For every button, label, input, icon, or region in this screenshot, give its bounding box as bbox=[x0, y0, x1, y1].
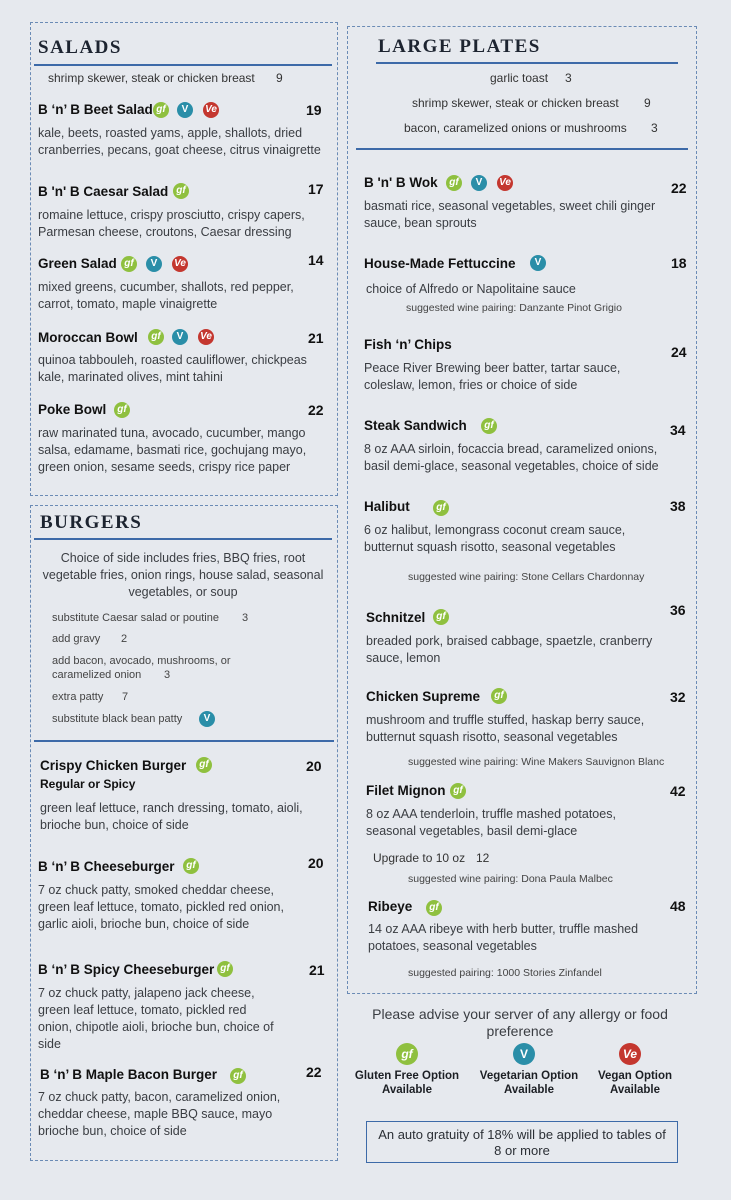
burger-sub-label: extra patty bbox=[52, 691, 104, 703]
menu-item-desc: raw marinated tuna, avocado, cucumber, mango salsa, edamame, basmati rice, gochujang mayo, green onion, sesame seeds, crispy rice paper bbox=[38, 426, 307, 474]
menu-item-price: 19 bbox=[306, 102, 322, 118]
vegan-icon: Ve bbox=[172, 256, 188, 272]
menu-item-price: 48 bbox=[670, 898, 686, 914]
menu-item-name: B ‘n’ B Beet Salad bbox=[38, 102, 153, 117]
menu-item-name: Moroccan Bowl bbox=[38, 330, 138, 345]
vegetarian-icon: V bbox=[177, 102, 193, 118]
wine-pairing: suggested wine pairing: Danzante Pinot Grigio bbox=[406, 302, 622, 314]
burger-sub-label: add bacon, avocado, mushrooms, or caramelized onion bbox=[52, 655, 231, 681]
vegan-icon: Ve bbox=[198, 329, 214, 345]
salads-addon-label: shrimp skewer, steak or chicken breast bbox=[48, 71, 255, 85]
burger-sub-price: 3 bbox=[242, 612, 249, 624]
gluten-free-icon: gf bbox=[114, 402, 130, 418]
gluten-free-icon: gf bbox=[491, 688, 507, 704]
gluten-free-icon: gf bbox=[196, 757, 212, 773]
wine-pairing: suggested pairing: 1000 Stories Zinfandel bbox=[408, 967, 602, 979]
menu-item-desc: quinoa tabbouleh, roasted cauliflower, chickpeas kale, marinated olives, mint tahini bbox=[38, 353, 307, 384]
gratuity-notice: An auto gratuity of 18% will be applied to tables of 8 or more bbox=[366, 1121, 678, 1163]
menu-item-price: 42 bbox=[670, 783, 686, 799]
menu-item-price: 36 bbox=[670, 602, 686, 618]
legend-label: Vegetarian Option Available bbox=[479, 1070, 579, 1096]
gluten-free-icon: gf bbox=[446, 175, 462, 191]
menu-item-name: Chicken Supreme bbox=[366, 689, 481, 704]
upgrade-price: 12 bbox=[476, 851, 490, 865]
gluten-free-icon: gf bbox=[433, 500, 449, 516]
menu-item-price: 22 bbox=[671, 180, 687, 196]
vegetarian-icon: V bbox=[146, 256, 162, 272]
menu-item-desc: 8 oz AAA tenderloin, truffle mashed potatoes, seasonal vegetables, basil demi-glace bbox=[366, 807, 616, 838]
salads-addon-price: 9 bbox=[276, 71, 283, 85]
wine-pairing: suggested wine pairing: Dona Paula Malbec bbox=[408, 873, 613, 885]
menu-item-name: House-Made Fettuccine bbox=[364, 256, 516, 271]
menu-item-name: Filet Mignon bbox=[366, 783, 446, 798]
gluten-free-icon: gf bbox=[230, 1068, 246, 1084]
lp-addon-rule bbox=[356, 148, 688, 150]
gluten-free-icon: gf bbox=[481, 418, 497, 434]
menu-item-desc: 7 oz chuck patty, jalapeno jack cheese, green leaf lettuce, tomato, pickled red onion, chipotle aioli, brioche bun, choice of side bbox=[38, 986, 274, 1051]
burger-sub-label: substitute black bean patty bbox=[52, 713, 183, 725]
large-plates-rule bbox=[376, 62, 678, 64]
burgers-rule bbox=[34, 538, 332, 540]
menu-item-desc: breaded pork, braised cabbage, spaetzle, cranberry sauce, lemon bbox=[366, 634, 653, 665]
burger-sub-label: add gravy bbox=[52, 633, 101, 645]
gluten-free-icon: gf bbox=[183, 858, 199, 874]
gluten-free-icon: gf bbox=[148, 329, 164, 345]
vegetarian-icon: V bbox=[199, 711, 215, 727]
gluten-free-icon: gf bbox=[433, 609, 449, 625]
gluten-free-icon: gf bbox=[426, 900, 442, 916]
lp-addon-label: bacon, caramelized onions or mushrooms bbox=[404, 121, 627, 135]
gluten-free-icon: gf bbox=[173, 183, 189, 199]
menu-item-name: B 'n' B Caesar Salad bbox=[38, 184, 169, 199]
menu-item-price: 22 bbox=[308, 402, 324, 418]
allergy-notice: Please advise your server of any allergy or food preference bbox=[372, 1006, 668, 1039]
gluten-free-icon: gf bbox=[121, 256, 137, 272]
menu-item-name: Poke Bowl bbox=[38, 402, 107, 417]
menu-item-desc: mixed greens, cucumber, shallots, red pepper, carrot, tomato, maple vinaigrette bbox=[38, 280, 294, 311]
menu-item-price: 32 bbox=[670, 689, 686, 705]
burger-sub-price: 3 bbox=[164, 669, 171, 681]
menu-item-price: 21 bbox=[308, 330, 324, 346]
vegetarian-icon: V bbox=[471, 175, 487, 191]
menu-item-name: Halibut bbox=[364, 499, 410, 514]
lp-addon-label: shrimp skewer, steak or chicken breast bbox=[412, 96, 619, 110]
menu-item-name: B 'n' B Wok bbox=[364, 175, 438, 190]
menu-item-price: 34 bbox=[670, 422, 686, 438]
vegan-icon: Ve bbox=[619, 1043, 641, 1065]
vegetarian-icon: V bbox=[530, 255, 546, 271]
menu-item-price: 20 bbox=[308, 855, 324, 871]
menu-item-desc: mushroom and truffle stuffed, haskap berry sauce, butternut squash risotto, seasonal vegetables bbox=[366, 713, 645, 744]
menu-item-name: Schnitzel bbox=[366, 610, 426, 625]
menu-item-price: 22 bbox=[306, 1064, 322, 1080]
menu-item-price: 38 bbox=[670, 498, 686, 514]
menu-item-price: 18 bbox=[671, 255, 687, 271]
menu-item-name: B ‘n’ B Spicy Cheeseburger bbox=[38, 962, 215, 977]
vegetarian-icon: V bbox=[172, 329, 188, 345]
burgers-sub-rule bbox=[34, 740, 334, 742]
burger-sub-price: 2 bbox=[121, 633, 128, 645]
lp-addon-label: garlic toast bbox=[490, 71, 549, 85]
menu-item-desc: green leaf lettuce, ranch dressing, tomato, aioli, brioche bun, choice of side bbox=[40, 801, 303, 832]
wine-pairing: suggested wine pairing: Wine Makers Sauvignon Blanc bbox=[408, 756, 665, 768]
lp-addon-price: 3 bbox=[651, 121, 658, 135]
menu-item-price: 17 bbox=[308, 181, 324, 197]
menu-item-name: Ribeye bbox=[368, 899, 413, 914]
salads-title: SALADS bbox=[38, 37, 122, 58]
menu-item-price: 21 bbox=[309, 962, 325, 978]
menu-item-name: Steak Sandwich bbox=[364, 418, 467, 433]
menu-item-price: 24 bbox=[671, 344, 687, 360]
menu-item-desc: 14 oz AAA ribeye with herb butter, truffle mashed potatoes, seasonal vegetables bbox=[368, 922, 639, 953]
menu-item-desc: 6 oz halibut, lemongrass coconut cream sauce, butternut squash risotto, seasonal vegetables bbox=[364, 523, 626, 554]
menu-item-name: B ‘n’ B Maple Bacon Burger bbox=[40, 1067, 218, 1082]
gluten-free-icon: gf bbox=[153, 102, 169, 118]
wine-pairing: suggested wine pairing: Stone Cellars Chardonnay bbox=[408, 571, 645, 583]
burger-sub-label: substitute Caesar salad or poutine bbox=[52, 612, 219, 624]
large-plates-title: LARGE PLATES bbox=[378, 36, 541, 57]
menu-item-price: 20 bbox=[306, 758, 322, 774]
vegan-icon: Ve bbox=[203, 102, 219, 118]
menu-item-name: Green Salad bbox=[38, 256, 117, 271]
burgers-side-note: Choice of side includes fries, BBQ fries, root vegetable fries, onion rings, house salad, seasonal vegetables, or soup bbox=[42, 551, 324, 599]
burger-sub-price: 7 bbox=[122, 691, 129, 703]
menu-item-desc: kale, beets, roasted yams, apple, shallots, dried cranberries, pecans, goat cheese, citrus vinaigrette bbox=[38, 126, 321, 157]
menu-item-name: B ‘n’ B Cheeseburger bbox=[38, 859, 175, 874]
gluten-free-icon: gf bbox=[217, 961, 233, 977]
menu-item-desc: 7 oz chuck patty, bacon, caramelized onion, cheddar cheese, maple BBQ sauce, mayo brioche bun, choice of side bbox=[38, 1090, 281, 1138]
legend-label: Vegan Option Available bbox=[597, 1070, 673, 1096]
menu-item-desc: romaine lettuce, crispy prosciutto, crispy capers, Parmesan cheese, croutons, Caesar dressing bbox=[38, 208, 305, 239]
menu-item-desc: choice of Alfredo or Napolitaine sauce bbox=[366, 282, 576, 296]
menu-item-subtitle: Regular or Spicy bbox=[40, 777, 136, 791]
upgrade-label: Upgrade to 10 oz bbox=[373, 851, 466, 865]
lp-addon-price: 3 bbox=[565, 71, 572, 85]
menu-item-desc: 7 oz chuck patty, smoked cheddar cheese, green leaf lettuce, tomato, pickled red onion, garlic aioli, brioche bun, choice of side bbox=[38, 883, 284, 931]
menu-item-desc: 8 oz AAA sirloin, focaccia bread, caramelized onions, basil demi-glace, seasonal vegetables, choice of side bbox=[364, 442, 659, 473]
vegan-icon: Ve bbox=[497, 175, 513, 191]
legend-label: Gluten Free Option Available bbox=[354, 1070, 460, 1096]
menu-item-desc: basmati rice, seasonal vegetables, sweet chili ginger sauce, bean sprouts bbox=[364, 199, 656, 230]
burgers-title: BURGERS bbox=[40, 512, 143, 533]
menu-item-name: Fish ‘n’ Chips bbox=[364, 337, 452, 352]
vegetarian-icon: V bbox=[513, 1043, 535, 1065]
gluten-free-icon: gf bbox=[450, 783, 466, 799]
gluten-free-icon: gf bbox=[396, 1043, 418, 1065]
menu-item-price: 14 bbox=[308, 252, 324, 268]
salads-rule bbox=[34, 64, 332, 66]
lp-addon-price: 9 bbox=[644, 96, 651, 110]
menu-item-desc: Peace River Brewing beer batter, tartar sauce, coleslaw, lemon, fries or choice of side bbox=[364, 361, 621, 392]
menu-item-name: Crispy Chicken Burger bbox=[40, 758, 187, 773]
